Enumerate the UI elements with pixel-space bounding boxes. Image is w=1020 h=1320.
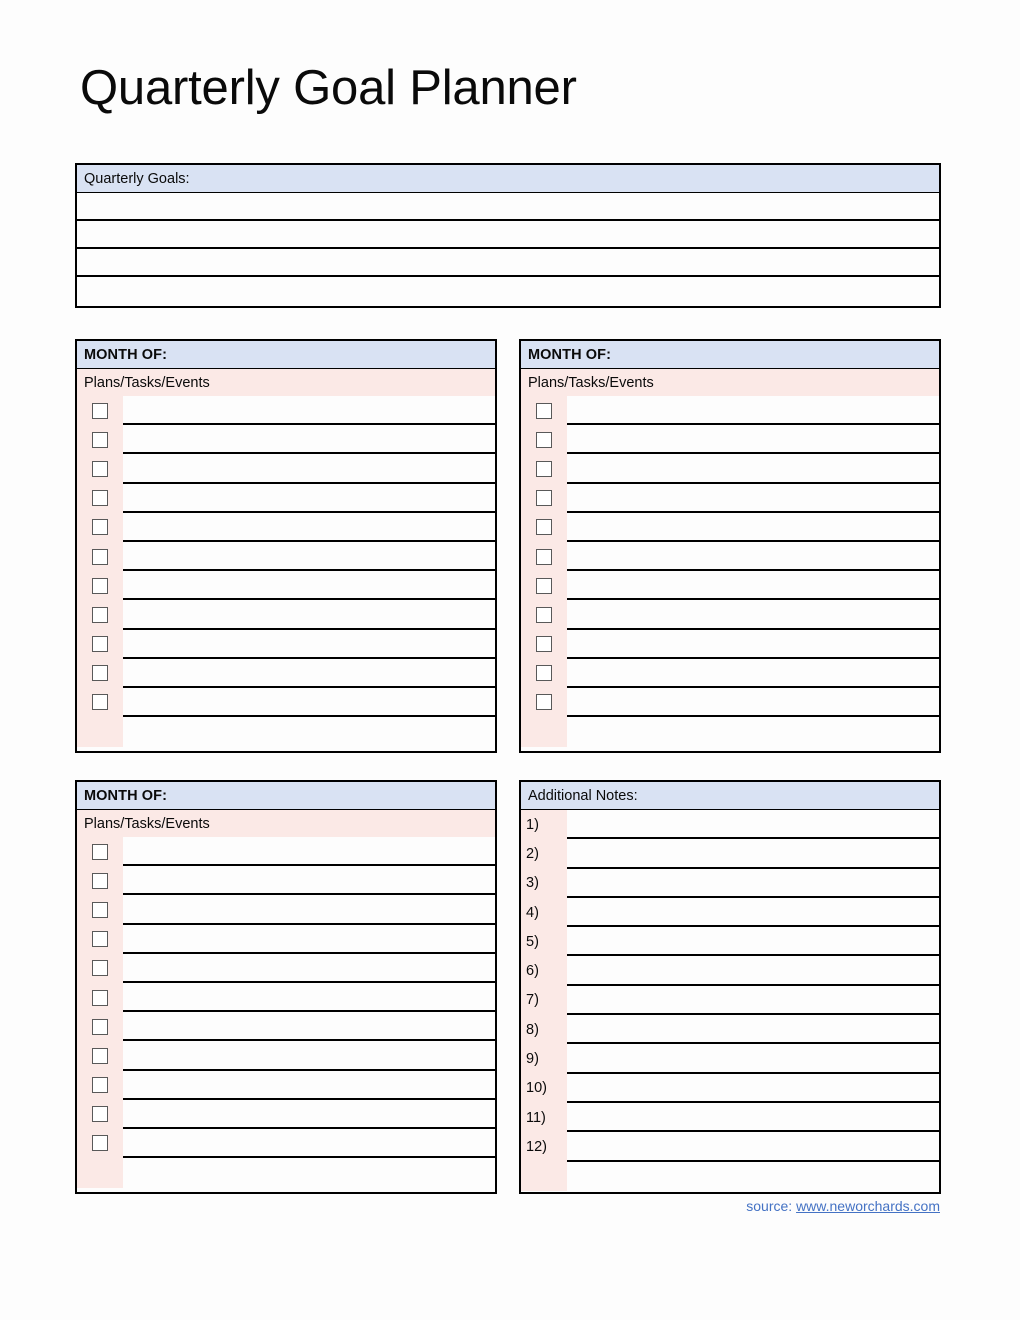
month-checkbox-list-2 <box>521 396 567 717</box>
task-row[interactable] <box>123 484 495 513</box>
task-checkbox-cell <box>77 1012 123 1041</box>
task-checkbox-cell <box>521 454 567 483</box>
task-row[interactable] <box>567 571 939 600</box>
month-section-1 <box>75 339 497 753</box>
note-number: 10) <box>526 1080 547 1097</box>
task-checkbox[interactable] <box>536 665 552 681</box>
note-row[interactable] <box>567 986 939 1015</box>
task-checkbox-cell <box>521 484 567 513</box>
task-checkbox-cell <box>77 1041 123 1070</box>
task-row[interactable] <box>567 513 939 542</box>
month-checkbox-list-1 <box>77 396 123 717</box>
task-checkbox-cell <box>521 659 567 688</box>
note-number: 7) <box>526 992 539 1009</box>
additional-notes-header: Additional Notes: <box>521 782 939 810</box>
task-row[interactable] <box>567 425 939 454</box>
task-checkbox[interactable] <box>92 873 108 889</box>
task-row[interactable] <box>567 542 939 571</box>
task-checkbox-cell <box>77 837 123 866</box>
note-row[interactable] <box>567 839 939 868</box>
task-checkbox-cell <box>77 954 123 983</box>
task-checkbox[interactable] <box>536 578 552 594</box>
task-row[interactable] <box>567 396 939 425</box>
task-checkbox-cell <box>521 571 567 600</box>
task-row[interactable] <box>123 1071 495 1100</box>
note-number: 12) <box>526 1138 547 1155</box>
note-row[interactable] <box>567 1103 939 1132</box>
quarterly-goals-rows <box>77 193 939 305</box>
month-subheader-2: Plans/Tasks/Events <box>521 369 939 396</box>
task-checkbox-cell <box>77 513 123 542</box>
task-checkbox-cell <box>77 425 123 454</box>
task-row[interactable] <box>123 866 495 895</box>
note-number: 4) <box>526 904 539 921</box>
task-row[interactable] <box>123 542 495 571</box>
note-row[interactable] <box>567 927 939 956</box>
task-checkbox-cell <box>77 1129 123 1158</box>
quarterly-goal-row[interactable] <box>77 249 939 277</box>
task-checkbox-cell <box>521 542 567 571</box>
task-checkbox-cell <box>521 513 567 542</box>
task-checkbox[interactable] <box>92 990 108 1006</box>
note-number-list <box>521 810 567 1162</box>
task-checkbox-cell <box>521 600 567 629</box>
month-section-3 <box>75 780 497 1194</box>
task-row[interactable] <box>567 454 939 483</box>
note-number: 8) <box>526 1021 539 1038</box>
task-row[interactable] <box>123 1041 495 1070</box>
month-header-3: MONTH OF: <box>77 782 495 810</box>
task-checkbox[interactable] <box>92 844 108 860</box>
quarterly-goal-row[interactable] <box>77 193 939 221</box>
task-row[interactable] <box>123 454 495 483</box>
task-row[interactable] <box>123 688 495 717</box>
task-checkbox-cell <box>77 1071 123 1100</box>
task-checkbox-cell <box>77 659 123 688</box>
task-checkbox[interactable] <box>92 694 108 710</box>
source-credit <box>746 1198 940 1214</box>
task-row[interactable] <box>567 630 939 659</box>
task-row[interactable] <box>567 659 939 688</box>
task-checkbox[interactable] <box>92 578 108 594</box>
task-checkbox-cell <box>77 630 123 659</box>
month-subheader-1: Plans/Tasks/Events <box>77 369 495 396</box>
task-row[interactable] <box>567 717 939 746</box>
month-checkbox-list-3 <box>77 837 123 1158</box>
additional-notes-area <box>521 810 939 1191</box>
task-checkbox[interactable] <box>92 490 108 506</box>
task-checkbox[interactable] <box>92 549 108 565</box>
task-checkbox-cell <box>77 1100 123 1129</box>
task-checkbox-cell <box>521 688 567 717</box>
month-subheader-3: Plans/Tasks/Events <box>77 810 495 837</box>
note-number: 6) <box>526 963 539 980</box>
task-checkbox[interactable] <box>92 1135 108 1151</box>
task-row[interactable] <box>123 1012 495 1041</box>
task-checkbox[interactable] <box>92 665 108 681</box>
task-row[interactable] <box>123 1100 495 1129</box>
month-task-area-3 <box>77 837 495 1188</box>
month-task-area-1 <box>77 396 495 747</box>
task-checkbox[interactable] <box>536 636 552 652</box>
task-checkbox-cell <box>77 866 123 895</box>
task-row[interactable] <box>123 1158 495 1187</box>
note-row[interactable] <box>567 810 939 839</box>
task-checkbox-cell <box>77 484 123 513</box>
note-row[interactable] <box>567 898 939 927</box>
task-checkbox-cell <box>77 454 123 483</box>
additional-notes-section <box>519 780 941 1194</box>
quarterly-goals-header: Quarterly Goals: <box>77 165 939 193</box>
task-checkbox[interactable] <box>92 902 108 918</box>
note-row[interactable] <box>567 1015 939 1044</box>
additional-notes-rows <box>567 810 939 1191</box>
task-checkbox-cell <box>521 630 567 659</box>
task-checkbox-cell <box>77 983 123 1012</box>
note-row[interactable] <box>567 956 939 985</box>
quarterly-goals-section <box>75 163 941 308</box>
month-task-rows-3 <box>123 837 495 1188</box>
source-url-link[interactable]: www.neworchards.com <box>796 1198 940 1214</box>
task-row[interactable] <box>567 600 939 629</box>
task-checkbox[interactable] <box>536 403 552 419</box>
note-number: 3) <box>526 875 539 892</box>
task-row[interactable] <box>567 688 939 717</box>
task-checkbox[interactable] <box>536 549 552 565</box>
task-row[interactable] <box>123 513 495 542</box>
task-row[interactable] <box>123 954 495 983</box>
task-row[interactable] <box>123 571 495 600</box>
task-checkbox[interactable] <box>536 490 552 506</box>
task-checkbox[interactable] <box>92 519 108 535</box>
task-checkbox[interactable] <box>92 461 108 477</box>
task-row[interactable] <box>123 925 495 954</box>
page-title: Quarterly Goal Planner <box>80 61 577 115</box>
task-checkbox-cell <box>77 542 123 571</box>
task-checkbox[interactable] <box>536 519 552 535</box>
month-header-1: MONTH OF: <box>77 341 495 369</box>
task-row[interactable] <box>123 1129 495 1158</box>
task-checkbox-cell <box>521 425 567 454</box>
task-checkbox-cell <box>77 925 123 954</box>
month-task-area-2 <box>521 396 939 747</box>
quarterly-goal-row[interactable] <box>77 277 939 305</box>
task-row[interactable] <box>123 895 495 924</box>
task-checkbox-cell <box>77 895 123 924</box>
task-checkbox[interactable] <box>92 607 108 623</box>
task-row[interactable] <box>123 659 495 688</box>
task-checkbox[interactable] <box>92 931 108 947</box>
task-row[interactable] <box>123 425 495 454</box>
task-checkbox[interactable] <box>536 607 552 623</box>
task-checkbox[interactable] <box>536 432 552 448</box>
source-label: source: <box>746 1198 793 1214</box>
task-row[interactable] <box>123 837 495 866</box>
task-checkbox-cell <box>77 396 123 425</box>
task-row[interactable] <box>123 983 495 1012</box>
task-checkbox[interactable] <box>536 694 552 710</box>
task-checkbox[interactable] <box>92 1048 108 1064</box>
note-row[interactable] <box>567 869 939 898</box>
task-checkbox-cell <box>521 396 567 425</box>
month-task-rows-2 <box>567 396 939 747</box>
task-checkbox[interactable] <box>92 432 108 448</box>
task-checkbox-cell <box>77 571 123 600</box>
task-checkbox-cell <box>77 688 123 717</box>
task-checkbox[interactable] <box>92 1106 108 1122</box>
task-checkbox[interactable] <box>536 461 552 477</box>
note-row[interactable] <box>567 1074 939 1103</box>
note-number: 5) <box>526 933 539 950</box>
task-checkbox[interactable] <box>92 1019 108 1035</box>
note-row[interactable] <box>567 1162 939 1191</box>
task-checkbox[interactable] <box>92 403 108 419</box>
note-number: 11) <box>526 1109 546 1126</box>
month-task-rows-1 <box>123 396 495 747</box>
month-header-2: MONTH OF: <box>521 341 939 369</box>
task-row[interactable] <box>123 600 495 629</box>
note-number: 2) <box>526 845 539 862</box>
quarterly-goal-row[interactable] <box>77 221 939 249</box>
task-row[interactable] <box>123 630 495 659</box>
task-row[interactable] <box>567 484 939 513</box>
task-checkbox[interactable] <box>92 1077 108 1093</box>
note-row[interactable] <box>567 1132 939 1161</box>
task-row[interactable] <box>123 396 495 425</box>
note-row[interactable] <box>567 1044 939 1073</box>
task-checkbox[interactable] <box>92 960 108 976</box>
task-checkbox[interactable] <box>92 636 108 652</box>
task-checkbox-cell <box>77 600 123 629</box>
note-number: 1) <box>526 816 539 833</box>
note-number: 9) <box>526 1051 539 1068</box>
task-row[interactable] <box>123 717 495 746</box>
month-section-2 <box>519 339 941 753</box>
